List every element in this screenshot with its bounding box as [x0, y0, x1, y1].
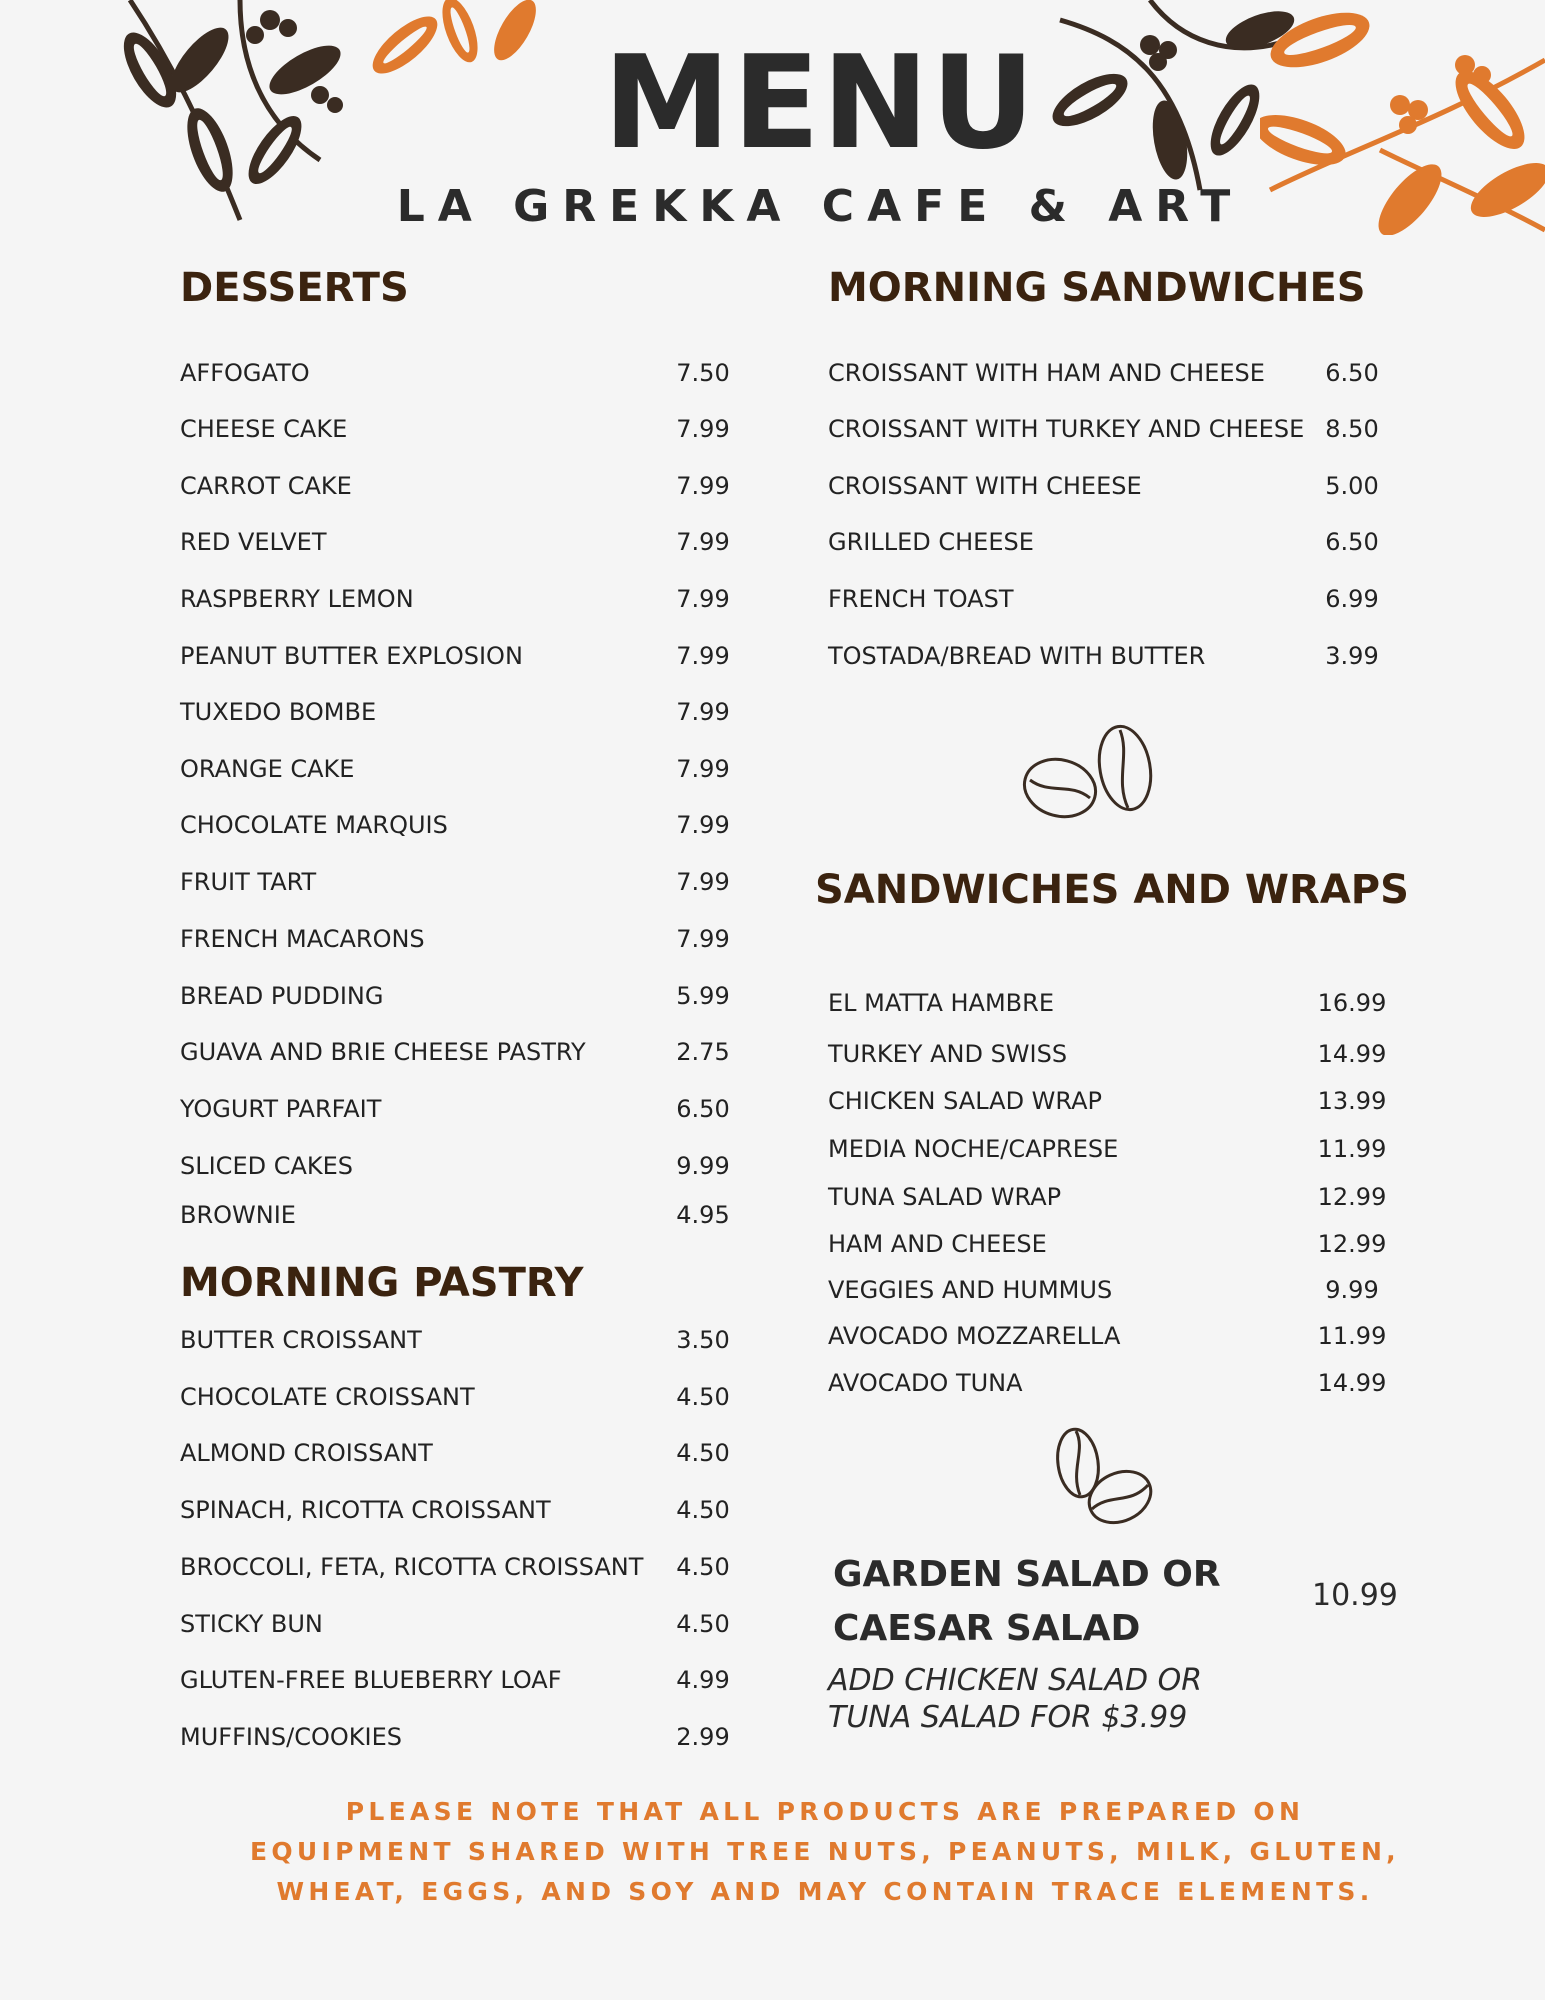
menu-item-price: 9.99 — [676, 1152, 730, 1180]
menu-item-row — [180, 468, 743, 504]
menu-item-name: VEGGIES AND HUMMUS — [828, 1276, 1113, 1304]
morning-pastry-heading: MORNING PASTRY — [180, 1260, 584, 1306]
menu-item-name: BREAD PUDDING — [180, 982, 384, 1010]
menu-item-price: 11.99 — [1317, 1322, 1387, 1350]
allergy-line1: PLEASE NOTE THAT ALL PRODUCTS ARE PREPARED ON — [345, 1797, 1305, 1826]
menu-item-row — [180, 1091, 743, 1127]
allergy-line2: EQUIPMENT SHARED WITH TREE NUTS, PEANUTS, MILK, GLUTEN, — [250, 1837, 1400, 1866]
menu-item-price: 6.50 — [1325, 359, 1379, 387]
menu-item-row — [180, 694, 743, 730]
salad-title — [833, 1548, 1263, 1656]
coffee-bean-icon — [1050, 1425, 1160, 1535]
menu-item-price: 7.99 — [676, 868, 730, 896]
menu-item-price: 2.75 — [676, 1038, 730, 1066]
menu-item-name: BUTTER CROISSANT — [180, 1326, 422, 1354]
menu-item-price: 6.50 — [676, 1095, 730, 1123]
menu-item-price: 6.99 — [1325, 585, 1379, 613]
menu-item-name: RASPBERRY LEMON — [180, 585, 414, 613]
menu-item-name: AVOCADO TUNA — [828, 1369, 1023, 1397]
menu-item-price: 2.99 — [676, 1723, 730, 1751]
menu-item-price: 4.50 — [676, 1553, 730, 1581]
menu-item-price: 4.95 — [676, 1201, 730, 1229]
menu-item-row — [180, 1197, 743, 1233]
menu-item-row — [180, 807, 743, 843]
menu-item-row — [180, 1606, 743, 1642]
salad-note-line1: ADD CHICKEN SALAD OR — [828, 1663, 1203, 1698]
page-title: MENU — [603, 29, 1037, 178]
menu-item-price: 14.99 — [1317, 1369, 1387, 1397]
menu-item-row — [180, 355, 743, 391]
menu-item-name: ALMOND CROISSANT — [180, 1439, 433, 1467]
menu-item-name: BROWNIE — [180, 1201, 296, 1229]
sandwiches-wraps-heading: SANDWICHES AND WRAPS — [815, 867, 1409, 913]
menu-item-price: 11.99 — [1317, 1135, 1387, 1163]
menu-item-price: 7.99 — [676, 528, 730, 556]
menu-item-name: CHOCOLATE CROISSANT — [180, 1383, 475, 1411]
menu-item-name: FRENCH MACARONS — [180, 925, 425, 953]
menu-item-price: 3.50 — [676, 1326, 730, 1354]
menu-item-price: 7.99 — [676, 415, 730, 443]
menu-item-price: 12.99 — [1317, 1230, 1387, 1258]
menu-item-price: 9.99 — [1325, 1276, 1379, 1304]
menu-item-name: RED VELVET — [180, 528, 327, 556]
menu-item-price: 12.99 — [1317, 1183, 1387, 1211]
allergy-notice — [230, 1792, 1420, 1912]
menu-item-row — [828, 1272, 1392, 1308]
menu-item-price: 7.99 — [676, 925, 730, 953]
menu-item-row — [828, 524, 1392, 560]
menu-item-price: 5.99 — [676, 982, 730, 1010]
menu-item-name: ORANGE CAKE — [180, 755, 355, 783]
menu-item-row — [180, 524, 743, 560]
menu-item-price: 6.50 — [1325, 528, 1379, 556]
salad-price: 10.99 — [1312, 1578, 1398, 1613]
menu-item-name: HAM AND CHEESE — [828, 1230, 1047, 1258]
menu-item-name: CARROT CAKE — [180, 472, 352, 500]
menu-item-row — [180, 1662, 743, 1698]
menu-item-row — [180, 1719, 743, 1755]
desserts-heading: DESSERTS — [180, 265, 409, 311]
menu-item-row — [828, 1365, 1392, 1401]
menu-item-price: 5.00 — [1325, 472, 1379, 500]
menu-item-price: 16.99 — [1317, 989, 1387, 1017]
menu-item-row — [180, 411, 743, 447]
menu-item-name: YOGURT PARFAIT — [180, 1095, 382, 1123]
menu-item-name: CROISSANT WITH CHEESE — [828, 472, 1142, 500]
menu-item-price: 13.99 — [1317, 1087, 1387, 1115]
menu-item-price: 7.99 — [676, 811, 730, 839]
menu-item-row — [180, 1034, 743, 1070]
morning-sandwiches-heading: MORNING SANDWICHES — [828, 265, 1366, 311]
menu-item-name: TOSTADA/BREAD WITH BUTTER — [828, 642, 1206, 670]
menu-item-row — [828, 985, 1392, 1021]
salad-note-line2: TUNA SALAD FOR $3.99 — [828, 1700, 1188, 1735]
menu-item-price: 7.99 — [676, 472, 730, 500]
menu-item-price: 7.99 — [676, 642, 730, 670]
menu-item-row — [180, 1379, 743, 1415]
menu-item-name: SPINACH, RICOTTA CROISSANT — [180, 1496, 551, 1524]
salad-addon-note — [828, 1662, 1258, 1736]
menu-item-row — [828, 1226, 1392, 1262]
menu-item-row — [180, 921, 743, 957]
menu-item-price: 7.50 — [676, 359, 730, 387]
menu-item-row — [828, 468, 1392, 504]
menu-item-row — [180, 864, 743, 900]
menu-item-name: BROCCOLI, FETA, RICOTTA CROISSANT — [180, 1553, 644, 1581]
menu-item-row — [828, 411, 1392, 447]
salad-title-line2: CAESAR SALAD — [833, 1608, 1141, 1649]
menu-item-price: 7.99 — [676, 698, 730, 726]
menu-item-name: MUFFINS/COOKIES — [180, 1723, 402, 1751]
menu-item-name: PEANUT BUTTER EXPLOSION — [180, 642, 523, 670]
salad-title-line1: GARDEN SALAD OR — [833, 1554, 1221, 1595]
menu-item-row — [828, 638, 1392, 674]
menu-item-price: 8.50 — [1325, 415, 1379, 443]
menu-item-name: CHOCOLATE MARQUIS — [180, 811, 448, 839]
cafe-name: LA GREKKA CAFE & ART — [396, 181, 1244, 232]
menu-item-price: 4.50 — [676, 1439, 730, 1467]
menu-item-price: 4.50 — [676, 1610, 730, 1638]
menu-item-name: STICKY BUN — [180, 1610, 323, 1638]
menu-item-name: EL MATTA HAMBRE — [828, 989, 1054, 1017]
menu-item-price: 14.99 — [1317, 1040, 1387, 1068]
menu-item-name: FRENCH TOAST — [828, 585, 1014, 613]
menu-item-row — [828, 355, 1392, 391]
menu-item-price: 7.99 — [676, 755, 730, 783]
menu-item-row — [180, 1435, 743, 1471]
menu-item-name: GLUTEN-FREE BLUEBERRY LOAF — [180, 1666, 562, 1694]
menu-item-price: 7.99 — [676, 585, 730, 613]
menu-item-price: 4.50 — [676, 1496, 730, 1524]
menu-item-name: CHICKEN SALAD WRAP — [828, 1087, 1102, 1115]
coffee-bean-icon — [1020, 720, 1160, 830]
menu-item-price: 4.50 — [676, 1383, 730, 1411]
menu-item-name: TUXEDO BOMBE — [180, 698, 377, 726]
menu-item-name: AFFOGATO — [180, 359, 310, 387]
menu-item-name: TURKEY AND SWISS — [828, 1040, 1068, 1068]
menu-item-row — [828, 1083, 1392, 1119]
menu-item-price: 4.99 — [676, 1666, 730, 1694]
menu-item-name: CHEESE CAKE — [180, 415, 348, 443]
menu-item-price: 3.99 — [1325, 642, 1379, 670]
menu-item-row — [180, 1322, 743, 1358]
menu-item-row — [828, 1318, 1392, 1354]
menu-item-name: AVOCADO MOZZARELLA — [828, 1322, 1121, 1350]
menu-item-row — [828, 1179, 1392, 1215]
menu-item-name: MEDIA NOCHE/CAPRESE — [828, 1135, 1119, 1163]
menu-item-row — [180, 1148, 743, 1184]
menu-item-name: FRUIT TART — [180, 868, 317, 896]
menu-item-row — [828, 581, 1392, 617]
menu-item-row — [180, 638, 743, 674]
menu-item-row — [180, 1492, 743, 1528]
menu-item-name: SLICED CAKES — [180, 1152, 354, 1180]
menu-item-row — [828, 1131, 1392, 1167]
menu-item-row — [180, 1549, 743, 1585]
menu-item-row — [180, 581, 743, 617]
menu-item-name: CROISSANT WITH HAM AND CHEESE — [828, 359, 1265, 387]
menu-item-row — [180, 751, 743, 787]
menu-item-name: GUAVA AND BRIE CHEESE PASTRY — [180, 1038, 586, 1066]
allergy-line3: WHEAT, EGGS, AND SOY AND MAY CONTAIN TRACE ELEMENTS. — [276, 1877, 1374, 1906]
menu-item-row — [828, 1036, 1392, 1072]
menu-item-name: TUNA SALAD WRAP — [828, 1183, 1062, 1211]
menu-item-row — [180, 978, 743, 1014]
menu-item-name: GRILLED CHEESE — [828, 528, 1034, 556]
menu-item-name: CROISSANT WITH TURKEY AND CHEESE — [828, 415, 1305, 443]
